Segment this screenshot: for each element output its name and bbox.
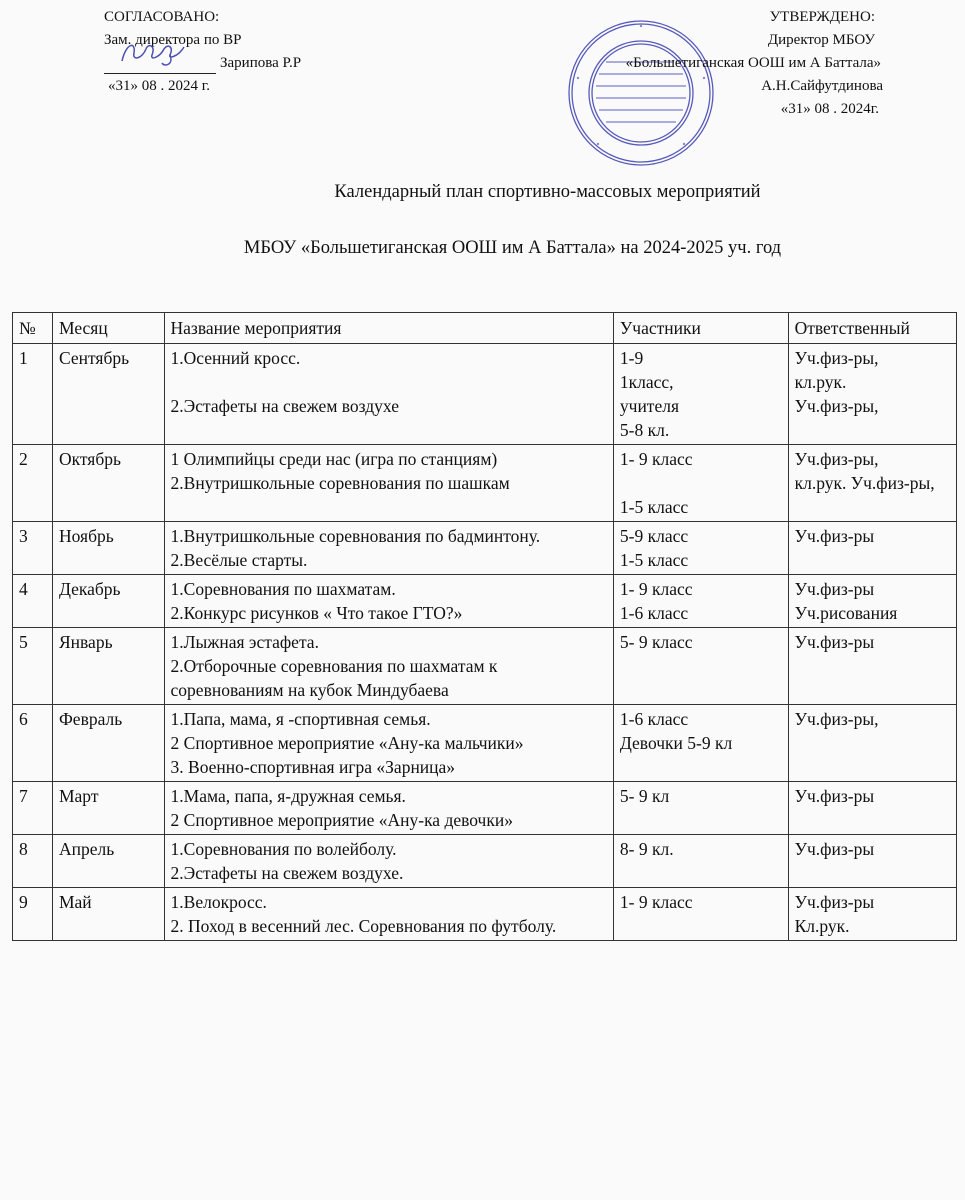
header-number: № (13, 313, 53, 344)
approval-right-date: «31» 08 . 2024г. (780, 101, 879, 117)
table-row (13, 575, 957, 628)
signature-row (104, 52, 301, 75)
cell-month: Апрель (52, 835, 164, 888)
plan-title: Календарный план спортивно-массовых мероприятий (334, 182, 761, 202)
table-row (13, 835, 957, 888)
table-row (13, 445, 957, 522)
cell-month: Декабрь (52, 575, 164, 628)
cell-events: 1.Лыжная эстафета. 2.Отборочные соревнования по шахматам к соревнованиям на кубок Миндубаева (164, 628, 613, 705)
approval-left-heading: СОГЛАСОВАНО: (104, 9, 220, 25)
cell-number: 5 (13, 628, 53, 705)
header-participants: Участники (613, 313, 788, 344)
cell-number: 7 (13, 782, 53, 835)
cell-participants: 8- 9 кл. (613, 835, 788, 888)
signature-icon (112, 37, 212, 69)
events-table (12, 312, 957, 941)
approval-right-heading: УТВЕРЖДЕНО: (769, 9, 875, 25)
cell-responsible: Уч.физ-ры, кл.рук. Уч.физ-ры, (788, 344, 956, 445)
cell-participants: 1- 9 класс 1-6 класс (613, 575, 788, 628)
cell-events: 1.Папа, мама, я -спортивная семья. 2 Спортивное мероприятие «Ану-ка мальчики» 3. Военно-спортивная игра «Зарница» (164, 705, 613, 782)
cell-participants: 5- 9 класс (613, 628, 788, 705)
cell-month: Май (52, 888, 164, 941)
approval-left (104, 6, 301, 98)
cell-responsible: Уч.физ-ры (788, 835, 956, 888)
cell-responsible: Уч.физ-ры, (788, 705, 956, 782)
table-header-row (13, 313, 957, 344)
cell-month: Сентябрь (52, 344, 164, 445)
cell-month: Февраль (52, 705, 164, 782)
table-row (13, 522, 957, 575)
table-row (13, 782, 957, 835)
header-event: Название мероприятия (164, 313, 613, 344)
approval-right (625, 6, 883, 121)
plan-subtitle: МБОУ «Большетиганская ООШ им А Баттала» на 2024-2025 уч. год (243, 238, 782, 258)
table-row (13, 888, 957, 941)
cell-responsible: Уч.физ-ры (788, 782, 956, 835)
cell-number: 2 (13, 445, 53, 522)
cell-number: 9 (13, 888, 53, 941)
table-row (13, 705, 957, 782)
approval-left-date: «31» 08 . 2024 г. (108, 78, 210, 94)
cell-month: Ноябрь (52, 522, 164, 575)
cell-responsible: Уч.физ-ры Кл.рук. (788, 888, 956, 941)
signature-line (104, 53, 216, 74)
cell-participants: 1-9 1класс, учителя 5-8 кл. (613, 344, 788, 445)
cell-number: 6 (13, 705, 53, 782)
cell-events: 1 Олимпийцы среди нас (игра по станциям) 2.Внутришкольные соревнования по шашкам (164, 445, 613, 522)
cell-number: 3 (13, 522, 53, 575)
cell-month: Март (52, 782, 164, 835)
approval-right-position: Директор МБОУ (767, 32, 875, 48)
cell-responsible: Уч.физ-ры (788, 522, 956, 575)
cell-participants: 5-9 класс 1-5 класс (613, 522, 788, 575)
cell-events: 1.Внутришкольные соревнования по бадминтону. 2.Весёлые старты. (164, 522, 613, 575)
approval-right-school: «Большетиганская ООШ им А Баттала» (625, 55, 881, 71)
cell-events: 1.Мама, папа, я-дружная семья. 2 Спортивное мероприятие «Ану-ка девочки» (164, 782, 613, 835)
cell-month: Октябрь (52, 445, 164, 522)
cell-events: 1.Велокросс. 2. Поход в весенний лес. Соревнования по футболу. (164, 888, 613, 941)
cell-responsible: Уч.физ-ры (788, 628, 956, 705)
cell-number: 4 (13, 575, 53, 628)
approval-right-name: А.Н.Сайфутдинова (761, 78, 883, 94)
approval-left-position: Зам. директора по ВР (104, 32, 242, 48)
table-row (13, 344, 957, 445)
header-month: Месяц (52, 313, 164, 344)
cell-participants: 1-6 класс Девочки 5-9 кл (613, 705, 788, 782)
header-responsible: Ответственный (788, 313, 956, 344)
cell-responsible: Уч.физ-ры Уч.рисования (788, 575, 956, 628)
cell-participants: 5- 9 кл (613, 782, 788, 835)
approval-left-name: Зарипова Р.Р (220, 55, 302, 71)
cell-number: 1 (13, 344, 53, 445)
cell-events: 1.Осенний кросс. 2.Эстафеты на свежем воздухе (164, 344, 613, 445)
cell-participants: 1- 9 класс 1-5 класс (613, 445, 788, 522)
cell-events: 1.Соревнования по волейболу. 2.Эстафеты на свежем воздухе. (164, 835, 613, 888)
cell-number: 8 (13, 835, 53, 888)
cell-responsible: Уч.физ-ры, кл.рук. Уч.физ-ры, (788, 445, 956, 522)
cell-events: 1.Соревнования по шахматам. 2.Конкурс рисунков « Что такое ГТО?» (164, 575, 613, 628)
table-row (13, 628, 957, 705)
cell-month: Январь (52, 628, 164, 705)
cell-participants: 1- 9 класс (613, 888, 788, 941)
